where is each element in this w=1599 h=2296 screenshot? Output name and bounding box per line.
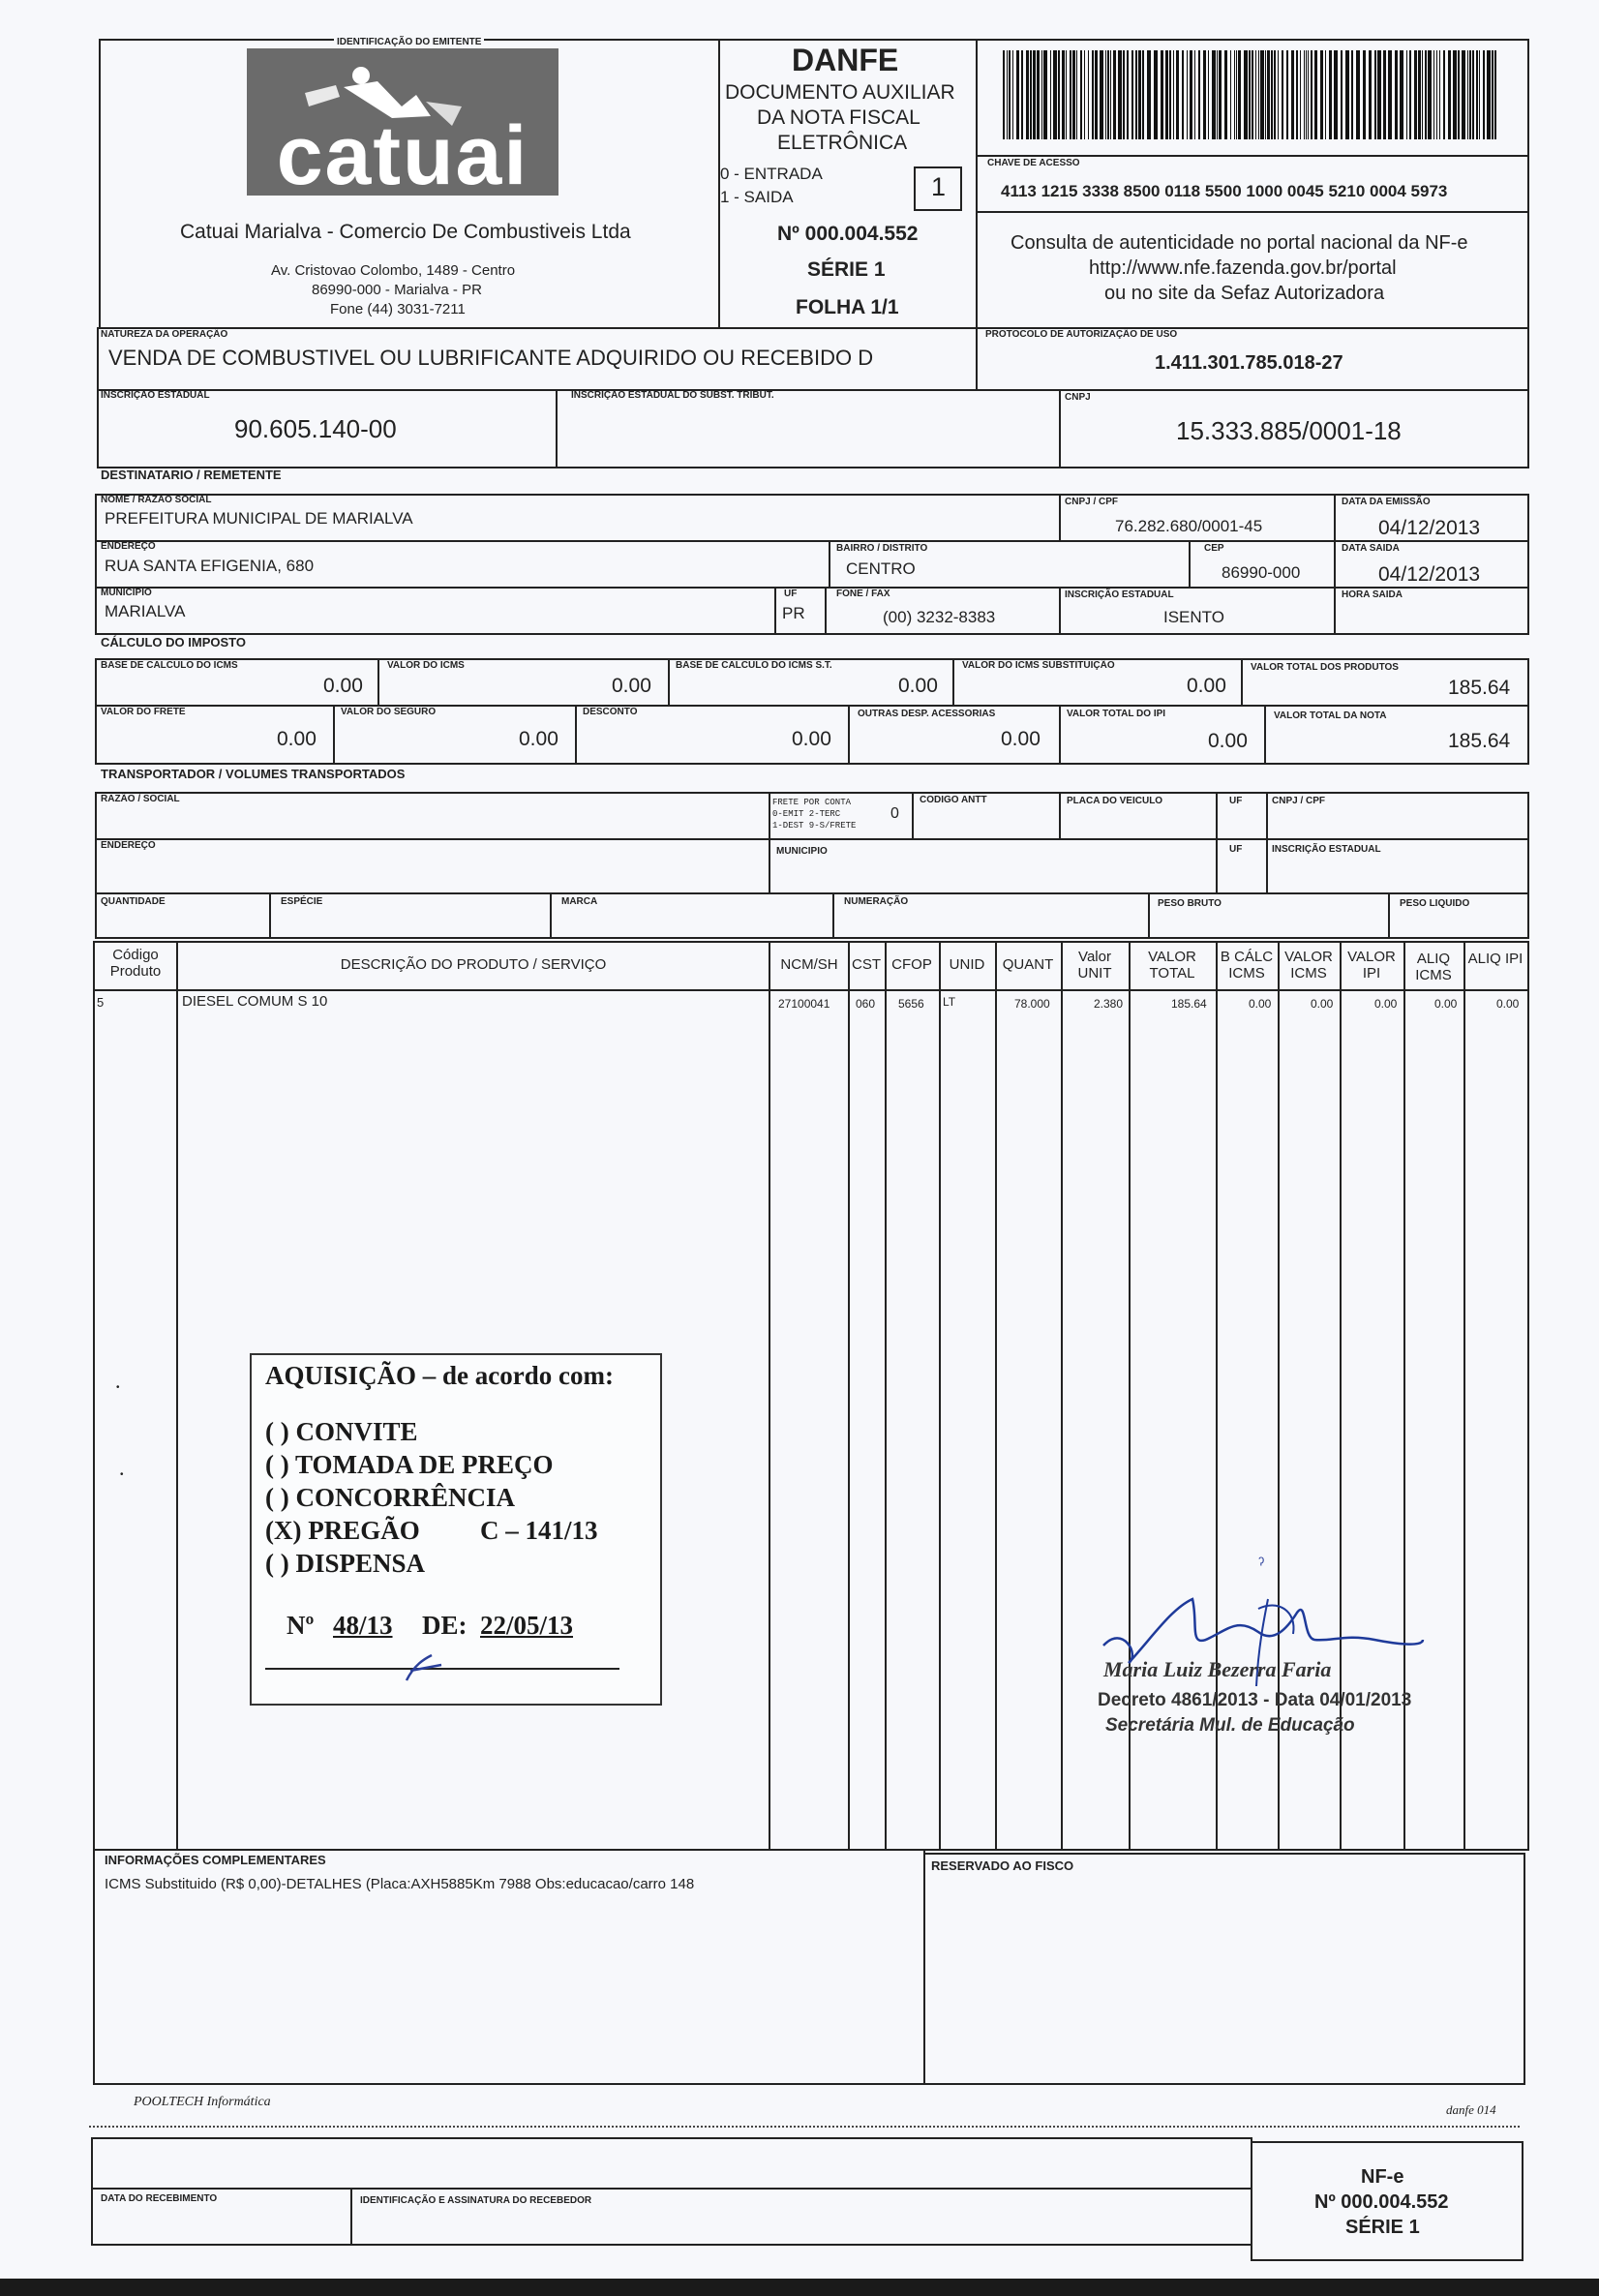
th-quant: QUANT [1002,956,1054,973]
barcode-bar [1244,50,1248,139]
desconto-label: DESCONTO [583,707,638,717]
pooltech-credit: POOLTECH Informática [134,2095,271,2109]
th-cfop: CFOP [891,956,932,973]
barcode-bar [1278,50,1279,139]
barcode-bar [1236,50,1237,139]
dest-hora-label: HORA SAIDA [1342,589,1403,600]
barcode-bar [1345,50,1349,139]
dest-emissao: 04/12/2013 [1378,517,1481,539]
total-prod: 185.64 [1448,677,1511,699]
barcode-bar [1212,50,1216,139]
stamp-num: 48/13 [333,1611,393,1640]
barcode-bar [1165,50,1168,139]
barcode-bar [1443,50,1445,139]
barcode-bar [1487,50,1491,139]
barcode-bar [1135,50,1137,139]
cut-line [89,2126,1520,2128]
barcode-bar [1436,50,1437,139]
dest-endereco-label: ENDEREÇO [101,541,156,552]
barcode-bar [1428,50,1432,139]
canhoto-serie: SÉRIE 1 [1345,2217,1420,2238]
barcode-bar [1377,50,1381,139]
barcode-bar [1026,50,1029,139]
barcode-bar [1306,50,1307,139]
ipi: 0.00 [1208,730,1248,752]
cell-cfop: 5656 [898,997,924,1011]
cnpj-label: CNPJ [1065,392,1091,403]
barcode-bar [1483,50,1485,139]
barcode-bar [1009,50,1011,139]
th-vicms: VALOR ICMS [1284,949,1333,982]
fisco-box [923,1853,1525,2085]
cnpj-value: 15.333.885/0001-18 [1176,416,1402,445]
transp-frete-line3: 1-DEST 9-S/FRETE [772,821,857,831]
th-vunit: Valor UNIT [1077,949,1112,982]
barcode-bar [1311,50,1312,139]
cell-cst: 060 [856,997,876,1011]
danfe-serie: SÉRIE 1 [807,258,886,281]
barcode-bar [1439,50,1440,139]
stamp-de-label: DE: [422,1611,468,1640]
consulta-line2: http://www.nfe.fazenda.gov.br/portal [1089,257,1397,279]
frete-label: VALOR DO FRETE [101,707,186,717]
barcode-bar [1296,50,1298,139]
barcode-bar [1127,50,1129,139]
barcode-bar [1100,50,1103,139]
barcode-bar [1224,50,1227,139]
ie-label: INSCRIÇÃO ESTADUAL [101,390,210,401]
cell-descricao: DIESEL COMUM S 10 [182,993,328,1010]
stamp-opt5: ( ) DISPENSA [265,1549,426,1578]
barcode-bar [1043,50,1047,139]
th-cst: CST [852,956,881,973]
barcode-bar [1494,50,1496,139]
barcode-bar [1341,50,1343,139]
barcode-bar [1374,50,1376,139]
barcode-bar [1356,50,1360,139]
barcode-bar [1217,50,1218,139]
barcode-bar [1409,50,1411,139]
danfe-saida: 1 - SAIDA [720,188,794,206]
chave-value: 4113 1215 3338 8500 0118 5500 1000 0045 5210 0004 5973 [1001,182,1448,200]
barcode-bar [1070,50,1071,139]
barcode-bar [1255,50,1256,139]
barcode-bar [1395,50,1398,139]
canhoto-nfe: NF-e [1361,2166,1404,2188]
canhoto-numero: Nº 000.004.552 [1314,2191,1449,2213]
barcode-bar [1050,50,1051,139]
stamp-opt2: ( ) TOMADA DE PREÇO [265,1450,554,1479]
ie-st-label: INSCRIÇÃO ESTADUAL DO SUBST. TRIBUT. [571,390,774,401]
barcode-bar [1131,50,1133,139]
barcode-bar [1238,50,1241,139]
barcode-bar [1208,50,1209,139]
barcode-bar [1400,50,1403,139]
dest-endereco: RUA SANTA EFIGENIA, 680 [105,557,315,575]
barcode-bar [1037,50,1040,139]
barcode-bar [1453,50,1457,139]
dest-uf: PR [782,604,805,622]
barcode-bar [1388,50,1392,139]
barcode-bar [1282,50,1283,139]
transp-cnpj-label: CNPJ / CPF [1272,796,1326,806]
total-nota: 185.64 [1448,730,1511,752]
signature-decreto: Decreto 4861/2013 - Data 04/01/2013 [1098,1690,1412,1710]
transp-frete-line1: FRETE POR CONTA [772,798,852,807]
dest-ie-label: INSCRIÇÃO ESTADUAL [1065,589,1174,600]
barcode-bar [1329,50,1332,139]
stamp-opt4-ref: C – 141/13 [480,1516,598,1545]
barcode-bar [1291,50,1294,139]
destinatario-title: DESTINATARIO / REMETENTE [101,468,282,482]
barcode-bar [1304,50,1305,139]
danfe-subtitle1: DOCUMENTO AUXILIAR [725,81,955,104]
aquisicao-stamp [250,1353,662,1706]
canhoto-box [91,2137,1252,2246]
valor-st: 0.00 [1187,675,1226,697]
dest-cep-label: CEP [1204,543,1224,554]
scan-mark-2: • [120,1469,124,1480]
cell-unid: LT [943,995,956,1009]
base-icms: 0.00 [323,675,363,697]
transp-marca-label: MARCA [561,896,598,907]
barcode-bar [1203,50,1206,139]
barcode-bar [1383,50,1386,139]
barcode-bar [1058,50,1060,139]
transp-antt-label: CODIGO ANTT [920,795,987,805]
imposto-title: CÁLCULO DO IMPOSTO [101,635,246,650]
scan-mark-3: ˀ [1258,1555,1265,1574]
barcode-bar [1088,50,1089,139]
cell-aipi: 0.00 [1496,997,1520,1011]
barcode-bar [1118,50,1122,139]
barcode-bar [1433,50,1434,139]
danfe-tipo: 1 [931,172,947,201]
barcode-bar [1016,50,1019,139]
dest-saida-label: DATA SAIDA [1342,543,1400,554]
dest-municipio: MARIALVA [105,602,186,620]
barcode-bar [1154,50,1158,139]
barcode-bar [1194,50,1195,139]
th-aicms: ALIQ ICMS [1415,951,1452,983]
base-icms-label: BASE DE CALCULO DO ICMS [101,660,238,671]
stamp-rubric [252,1646,664,1704]
transp-endereco-label: ENDEREÇO [101,840,156,851]
transp-uf-label: UF [1229,796,1243,806]
barcode-bar [1142,50,1144,139]
dest-bairro-label: BAIRRO / DISTRITO [836,543,928,554]
dest-saida: 04/12/2013 [1378,563,1481,586]
transp-frete-value: 0 [890,805,899,822]
stamp-title: AQUISIÇÃO – de acordo com: [265,1361,614,1390]
barcode-bar [1198,50,1200,139]
fisco-label: RESERVADO AO FISCO [931,1858,1074,1873]
transp-razao-label: RAZÃO / SOCIAL [101,794,180,804]
transp-numeracao-label: NUMERAÇÃO [844,896,909,907]
danfe-folha: FOLHA 1/1 [796,296,899,318]
barcode-bar [1173,50,1174,139]
total-prod-label: VALOR TOTAL DOS PRODUTOS [1251,662,1399,673]
transportador-title: TRANSPORTADOR / VOLUMES TRANSPORTADOS [101,767,406,781]
barcode-bar [1030,50,1032,139]
th-descricao: DESCRIÇÃO DO PRODUTO / SERVIÇO [340,956,607,973]
barcode-bar [1062,50,1065,139]
valor-st-label: VALOR DO ICMS SUBSTITUIÇÃO [962,660,1115,671]
barcode-bar [1138,50,1141,139]
cell-aicms: 0.00 [1434,997,1458,1011]
dest-bairro: CENTRO [846,559,916,578]
barcode-bar [1462,50,1465,139]
barcode-bar [1265,50,1266,139]
complementares-value: ICMS Substituido (R$ 0,00)-DETALHES (Placa:AXH5885Km 7988 Obs:educacao/carro 148 [105,1876,695,1892]
company-logo [247,48,558,196]
barcode-bar [1161,50,1163,139]
natureza-value: VENDA DE COMBUSTIVEL OU LUBRIFICANTE ADQUIRIDO OU RECEBIDO D [108,346,874,370]
barcode-bar [1267,50,1270,139]
barcode-bar [1469,50,1471,139]
frete: 0.00 [277,728,317,750]
th-unid: UNID [949,956,985,973]
cell-vunit: 2.380 [1094,997,1124,1011]
barcode-bar [1351,50,1353,139]
barcode-bar [1105,50,1106,139]
cell-vtotal: 185.64 [1171,997,1207,1011]
barcode-bar [1476,50,1478,139]
barcode-bar [1110,50,1111,139]
barcode [1003,50,1500,139]
signature-cargo: Secretária Mul. de Educação [1105,1715,1355,1736]
barcode-bar [1169,50,1171,139]
barcode-bar [1084,50,1085,139]
cell-bcalc: 0.00 [1249,997,1272,1011]
barcode-bar [1448,50,1451,139]
natureza-label: NATUREZA DA OPERAÇÃO [101,329,228,340]
cell-codigo: 5 [97,995,105,1010]
barcode-bar [1320,50,1323,139]
transp-especie-label: ESPÉCIE [281,896,323,907]
cell-quant: 78.000 [1014,997,1050,1011]
emitente-address2: 86990-000 - Marialva - PR [312,282,482,298]
barcode-bar [1182,50,1184,139]
barcode-bar [1176,50,1179,139]
total-nota-label: VALOR TOTAL DA NOTA [1274,710,1387,721]
outras-label: OUTRAS DESP. ACESSORIAS [858,709,996,719]
dest-ie: ISENTO [1163,608,1224,626]
danfe-version: danfe 014 [1446,2102,1496,2117]
transp-peso-bruto-label: PESO BRUTO [1158,898,1222,909]
consulta-line1: Consulta de autenticidade no portal nacional da NF-e [1011,232,1468,254]
dest-nome-label: NOME / RAZÃO SOCIAL [101,495,212,505]
dest-uf-label: UF [784,589,798,599]
barcode-bar [1033,50,1036,139]
barcode-bar [1230,50,1231,139]
stamp-opt4: (X) PREGÃO [265,1516,420,1545]
barcode-bar [1258,50,1259,139]
barcode-bar [1072,50,1075,139]
cell-vicms: 0.00 [1311,997,1334,1011]
stamp-num-label: Nº [287,1611,315,1640]
barcode-bar [1425,50,1427,139]
barcode-bar [1472,50,1474,139]
barcode-bar [1092,50,1094,139]
transp-ie-label: INSCRIÇÃO ESTADUAL [1272,844,1381,855]
transp-peso-liquido-label: PESO LIQUIDO [1400,898,1470,909]
barcode-bar [1107,50,1109,139]
barcode-bar [1095,50,1098,139]
th-aipi: ALIQ IPI [1467,951,1524,967]
outras: 0.00 [1001,728,1041,750]
th-ncm: NCM/SH [780,956,838,973]
canhoto-assinatura-label: IDENTIFICAÇÃO E ASSINATURA DO RECEBEDOR [360,2195,592,2206]
barcode-bar [1363,50,1366,139]
barcode-bar [1249,50,1251,139]
stamp-de: 22/05/13 [480,1611,574,1640]
barcode-bar [1260,50,1264,139]
barcode-bar [1252,50,1253,139]
transp-placa-label: PLACA DO VEICULO [1067,796,1163,806]
dest-nome: PREFEITURA MUNICIPAL DE MARIALVA [105,509,413,528]
barcode-bar [1406,50,1407,139]
protocolo-label: PROTOCOLO DE AUTORIZAÇÃO DE USO [985,329,1178,340]
dest-municipio-label: MUNICIPIO [101,588,152,598]
barcode-bar [1080,50,1082,139]
ie-value: 90.605.140-00 [234,414,397,443]
barcode-bar [1334,50,1338,139]
page-bottom-edge [0,2279,1599,2296]
transp-municipio-label: MUNICIPIO [776,846,828,857]
barcode-bar [1041,50,1042,139]
scan-mark-1: • [116,1382,120,1393]
barcode-bar [1467,50,1468,139]
cell-vipi: 0.00 [1374,997,1398,1011]
dest-fone: (00) 3232-8383 [883,608,996,626]
base-st-label: BASE DE CALCULO DO ICMS S.T. [676,660,832,671]
ipi-label: VALOR TOTAL DO IPI [1067,709,1166,719]
barcode-bar [1113,50,1116,139]
transp-uf2-label: UF [1229,844,1243,855]
emitente-label: IDENTIFICAÇÃO DO EMITENTE [334,37,484,47]
complementares-label: INFORMAÇÕES COMPLEMENTARES [105,1853,326,1867]
barcode-bar [1492,50,1493,139]
th-codigo: Código Produto [109,947,162,980]
barcode-bar [1271,50,1273,139]
barcode-bar [1234,50,1235,139]
protocolo-value: 1.411.301.785.018-27 [1155,352,1343,374]
barcode-bar [1418,50,1421,139]
danfe-subtitle2: DA NOTA FISCAL [757,106,920,129]
barcode-bar [1274,50,1276,139]
barcode-bar [1007,50,1008,139]
logo-text: catuai [276,109,529,196]
transp-quantidade-label: QUANTIDADE [101,896,166,907]
barcode-bar [1021,50,1023,139]
dest-fone-label: FONE / FAX [836,589,890,599]
barcode-bar [1066,50,1067,139]
barcode-bar [1076,50,1077,139]
barcode-bar [1147,50,1151,139]
danfe-entrada: 0 - ENTRADA [720,165,823,183]
barcode-bar [1458,50,1460,139]
valor-icms: 0.00 [612,675,651,697]
base-st: 0.00 [898,675,938,697]
cell-ncm: 27100041 [778,997,830,1011]
dest-emissao-label: DATA DA EMISSÃO [1342,497,1431,507]
dest-cep: 86990-000 [1222,563,1301,582]
barcode-bar [1414,50,1417,139]
barcode-bar [1314,50,1317,139]
barcode-bar [1422,50,1423,139]
canhoto-data-label: DATA DO RECEBIMENTO [101,2193,218,2204]
dest-cnpj-label: CNPJ / CPF [1065,497,1119,507]
chave-label: CHAVE DE ACESSO [987,158,1080,168]
emitente-address1: Av. Cristovao Colombo, 1489 - Centro [271,262,516,279]
barcode-bar [1219,50,1222,139]
desconto: 0.00 [792,728,831,750]
barcode-bar [1479,50,1480,139]
emitente-phone: Fone (44) 3031-7211 [330,301,466,317]
barcode-bar [1300,50,1301,139]
signature-name: Maria Luiz Bezerra Faria [1103,1657,1332,1681]
barcode-bar [1003,50,1005,139]
danfe-numero: Nº 000.004.552 [777,223,919,245]
valor-icms-label: VALOR DO ICMS [387,660,465,671]
barcode-bar [1190,50,1192,139]
barcode-bar [1012,50,1013,139]
stamp-opt3: ( ) CONCORRÊNCIA [265,1483,515,1512]
th-vipi: VALOR IPI [1347,949,1396,982]
danfe-subtitle3: ELETRÔNICA [777,132,908,154]
emitente-name: Catuai Marialva - Comercio De Combustiveis Ltda [180,221,631,243]
danfe-title: DANFE [792,43,899,77]
seguro-label: VALOR DO SEGURO [341,707,437,717]
seguro: 0.00 [519,728,558,750]
barcode-bar [1187,50,1188,139]
th-vtotal: VALOR TOTAL [1148,949,1196,982]
barcode-bar [1308,50,1309,139]
consulta-line3: ou no site da Sefaz Autorizadora [1104,283,1385,304]
barcode-bar [1369,50,1372,139]
barcode-bar [1123,50,1125,139]
stamp-opt1: ( ) CONVITE [265,1417,418,1446]
barcode-bar [1325,50,1326,139]
transp-frete-line2: 0-EMIT 2-TERC [772,809,841,819]
th-bcalc: B CÁLC ICMS [1220,949,1274,982]
barcode-bar [1286,50,1288,139]
dest-cnpj: 76.282.680/0001-45 [1115,517,1263,535]
barcode-bar [1053,50,1057,139]
